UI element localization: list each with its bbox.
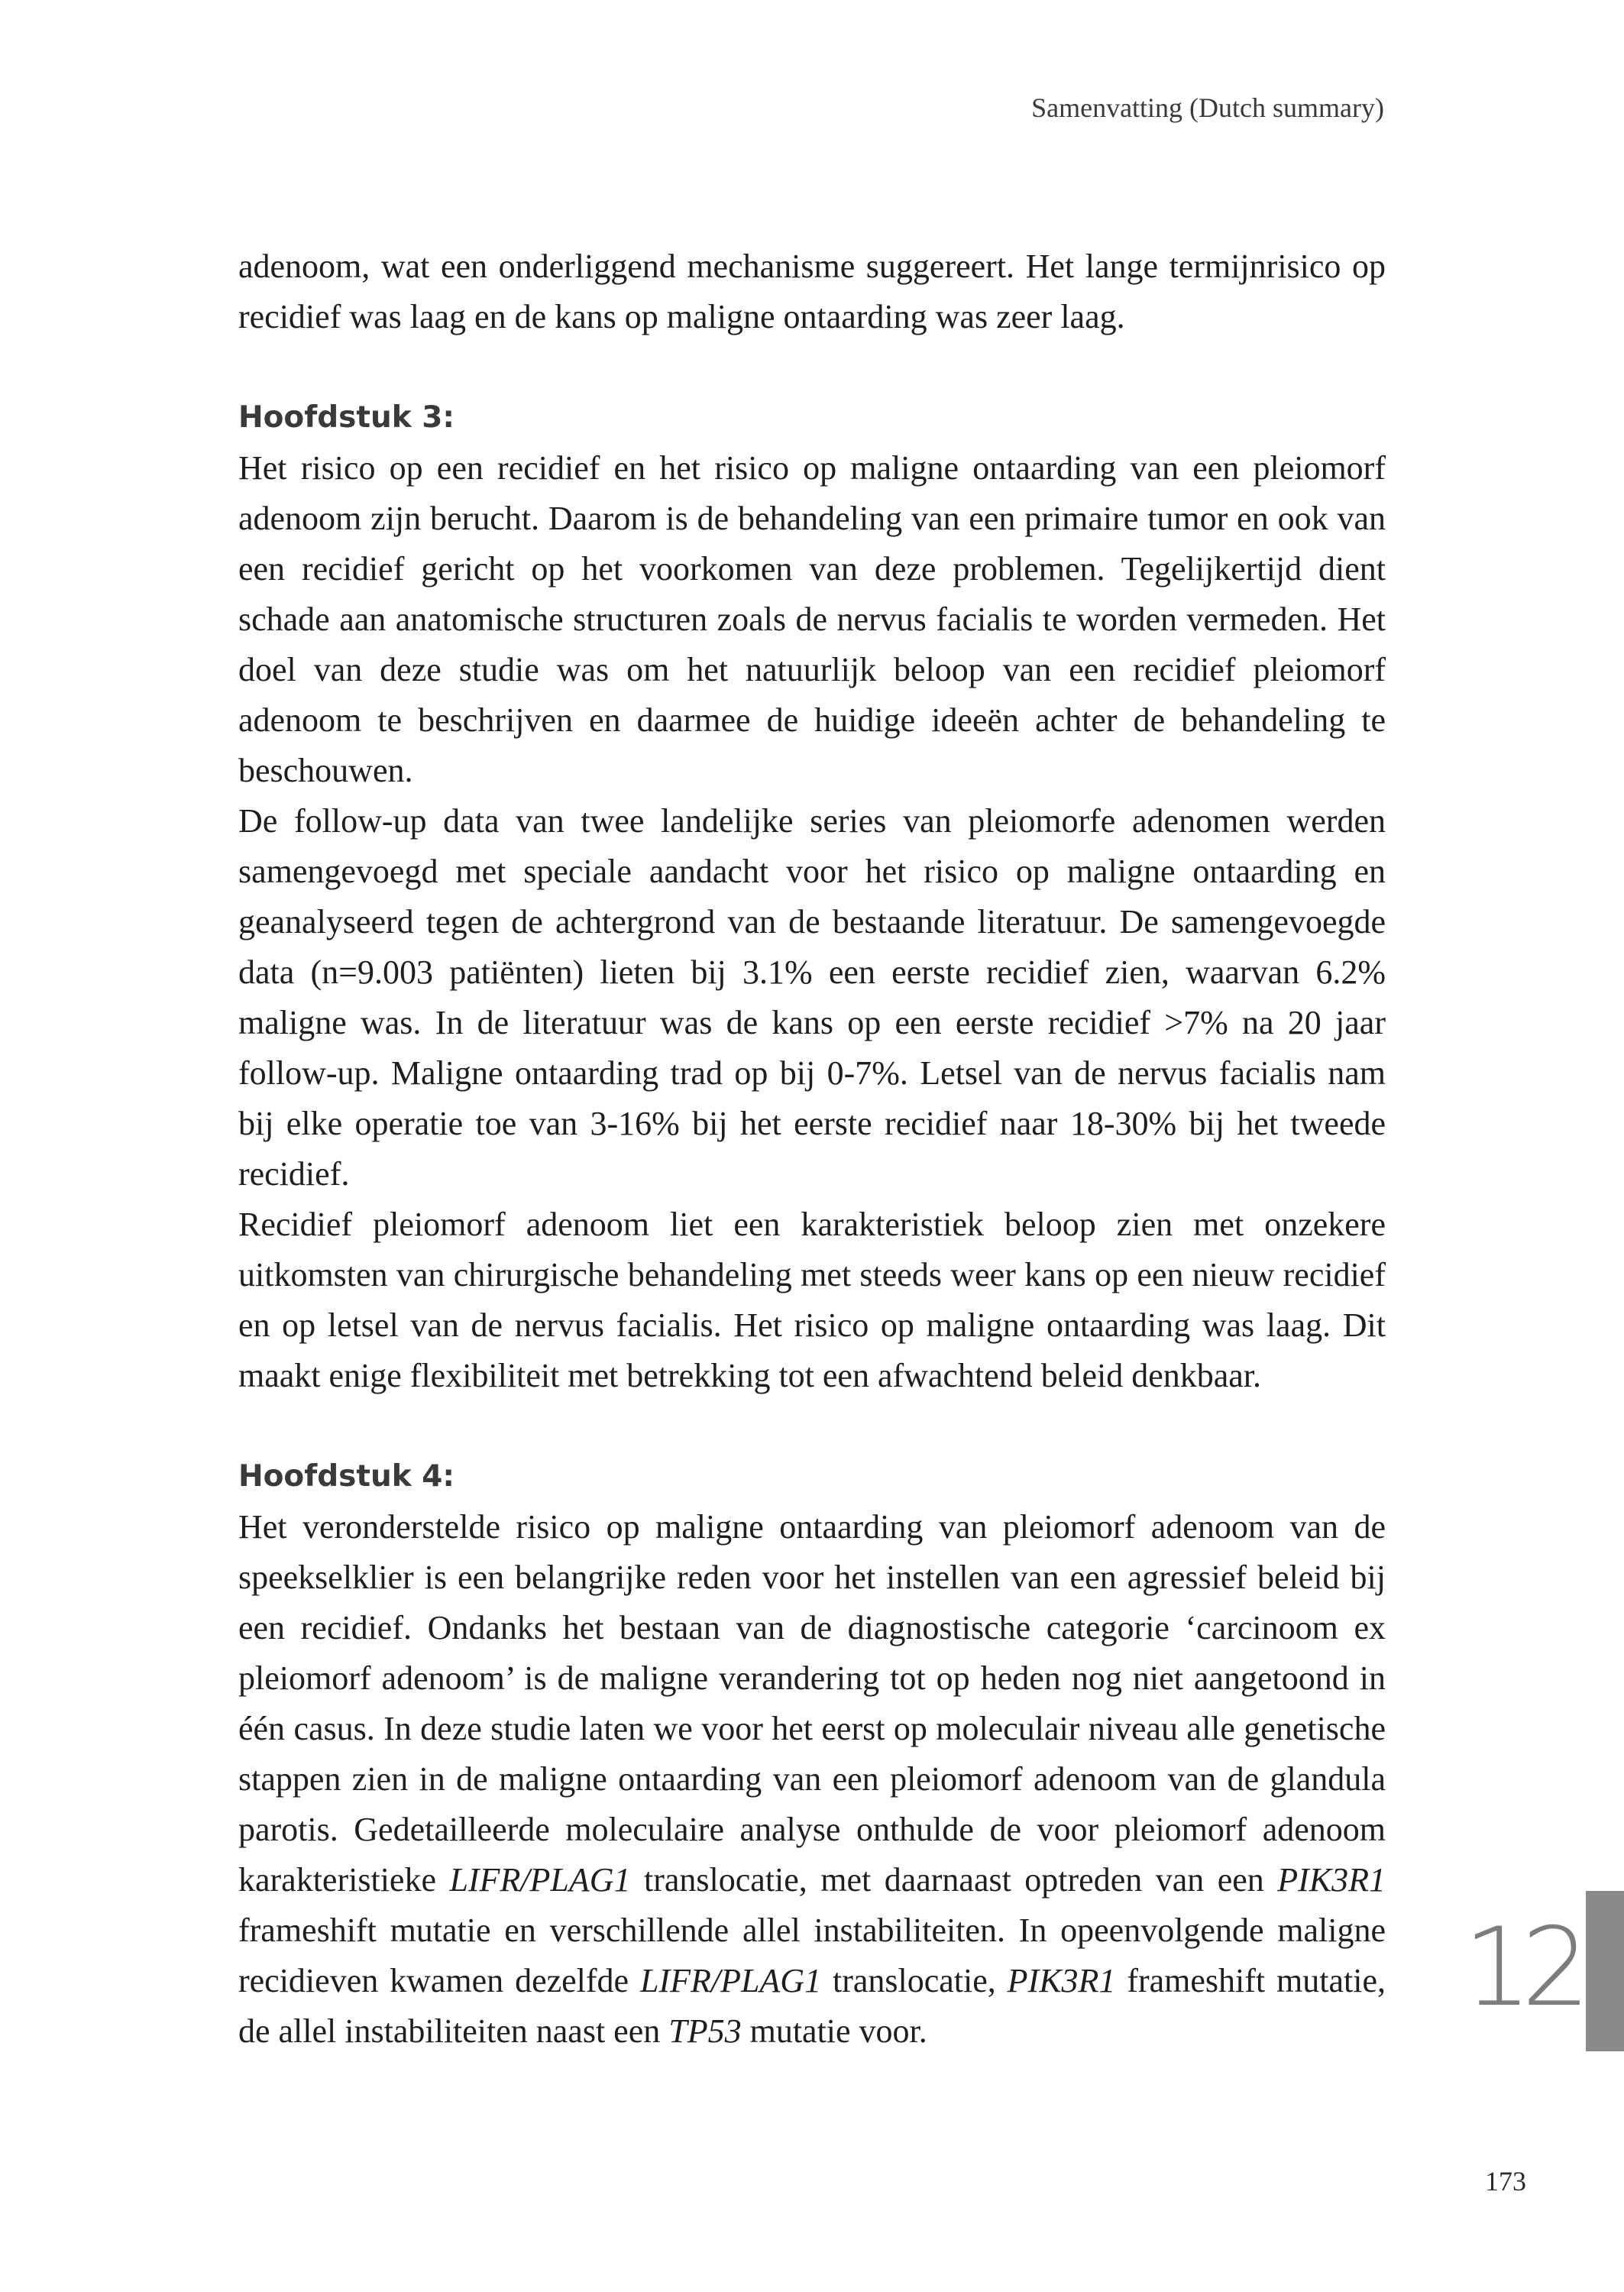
chapter-4-heading: Hoofdstuk 4: [238, 1459, 455, 1494]
chapter-3-paragraph-3: Recidief pleiomorf adenoom liet een karakteristiek beloop zien met onzekere uitkomsten van chirurgische behandeling met steeds weer kans op een nieuw recidief en op letsel van de nervus facialis. Het risico op maligne ontaarding was laag. Dit maakt enige flexibiliteit met betrekking tot een afwachtend beleid denkbaar. [238, 1206, 1386, 1394]
chapter-4-text: frameshift mutatie, de allel instabiliteiten naast een [238, 1962, 1386, 2050]
chapter-3-paragraph-1: Het risico op een recidief en het risico op maligne ontaarding van een pleiomorf adenoom zijn berucht. Daarom is de behandeling van een primaire tumor en ook van een recidief gericht op het voorkomen van deze problemen. Tegelijkertijd dient schade aan anatomische structuren zoals de nervus facialis te worden vermeden. Het doel van deze studie was om het natuurlijk beloop van een recidief pleiomorf adenoom te beschrijven en daarmee de huidige ideeën achter de behandeling te beschouwen. [238, 449, 1386, 789]
chapter-3-heading: Hoofdstuk 3: [238, 400, 455, 435]
gene-tp53: TP53 [668, 2012, 742, 2050]
chapter-4-text: translocatie, met daarnaast optreden van een [630, 1861, 1278, 1899]
gene-pik3r1: PIK3R1 [1007, 1962, 1116, 1999]
chapter-4-text: Het veronderstelde risico op maligne ontaarding van pleiomorf adenoom van de speekselklier is een belangrijke reden voor het instellen van een agressief beleid bij een recidief. Ondanks het bestaan van de diagnostische categorie ‘carcinoom ex pleiomorf adenoom’ is de maligne verandering tot op heden nog niet aangetoond in één casus. In deze studie laten we voor het eerst op moleculair niveau alle genetische stappen zien in de maligne ontaarding van een pleiomorf adenoom van de glandula parotis. Gedetailleerde moleculaire analyse onthulde de voor pleiomorf adenoom karakteristieke [238, 1508, 1386, 1899]
chapter-number: 12 [1463, 1905, 1580, 2031]
section-gap [238, 1401, 1386, 1452]
page-body [238, 241, 1386, 2057]
chapter-4-text: frameshift mutatie en verschillende allel instabiliteiten. In opeenvolgende maligne recidieven kwamen dezelfde [238, 1912, 1386, 1999]
chapter-4-text: translocatie, [821, 1962, 1008, 1999]
chapter-4-paragraph [238, 1502, 1386, 2057]
page-number: 173 [1485, 2166, 1526, 2196]
running-header: Samenvatting (Dutch summary) [1031, 92, 1384, 123]
gene-lifr-plag1: LIFR/PLAG1 [449, 1861, 631, 1899]
gene-lifr-plag1: LIFR/PLAG1 [639, 1962, 822, 1999]
intro-paragraph: adenoom, wat een onderliggend mechanisme suggereert. Het lange termijnrisico op recidief was laag en de kans op maligne ontaarding was zeer laag. [238, 248, 1386, 335]
chapter-3-paragraph-2: De follow-up data van twee landelijke series van pleiomorfe adenomen werden samengevoegd met speciale aandacht voor het risico op maligne ontaarding en geanalyseerd tegen de achtergrond van de bestaande literatuur. De samengevoegde data (n=9.003 patiënten) lieten bij 3.1% een eerste recidief zien, waarvan 6.2% maligne was. In de literatuur was de kans op een eerste recidief >7% na 20 jaar follow-up. Maligne ontaarding trad op bij 0-7%. Letsel van de nervus facialis nam bij elke operatie toe van 3-16% bij het eerste recidief naar 18-30% bij het tweede recidief. [238, 802, 1386, 1193]
section-gap [238, 342, 1386, 393]
chapter-thumb-tab [1586, 1891, 1624, 2051]
chapter-4-text: mutatie voor. [741, 2012, 927, 2050]
gene-pik3r1: PIK3R1 [1277, 1861, 1386, 1899]
